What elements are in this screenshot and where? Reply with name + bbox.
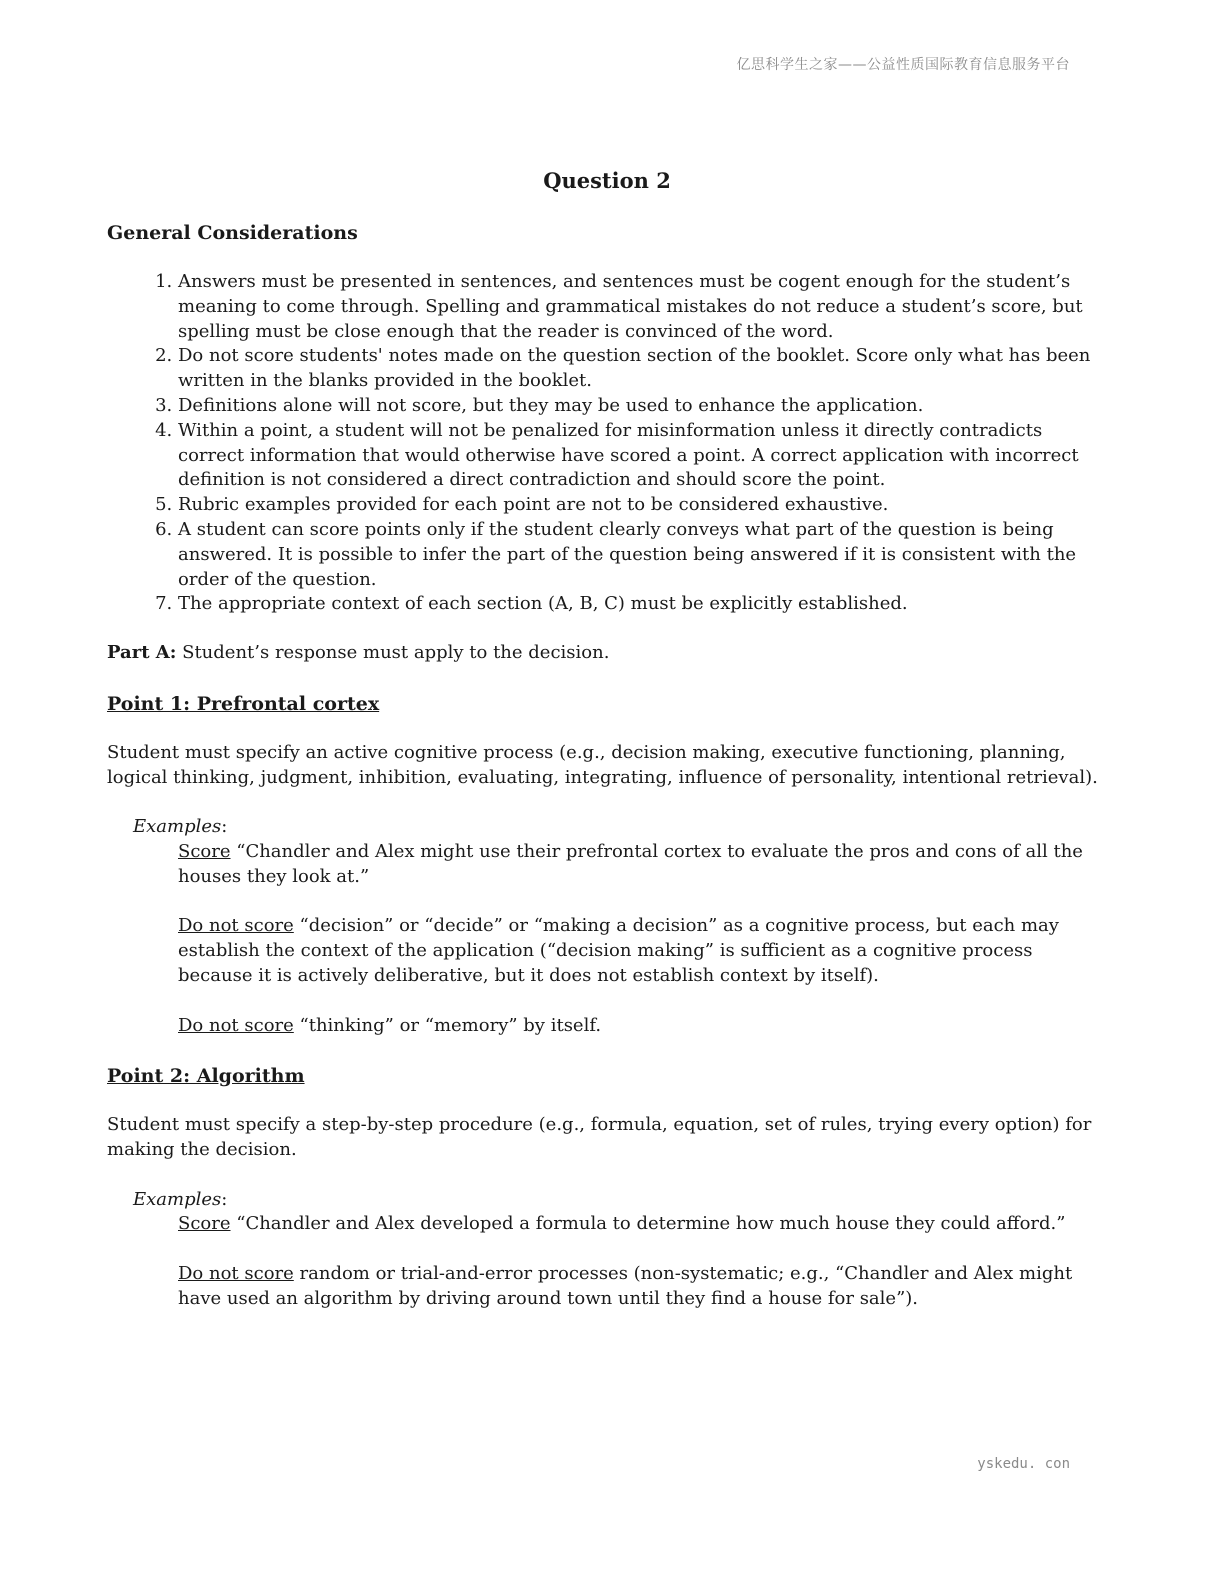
list-item: 6. A student can score points only if the student clearly conveys what part of the question is being answered. It is possible to infer the part of the question being answered if it is consistent with the order of the question. bbox=[178, 518, 1107, 592]
list-item: 1. Answers must be presented in sentences, and sentences must be cogent enough for the student’s meaning to come through. Spelling and grammatical mistakes do not reduce a student’s score, but spelling must be close enough that the reader is convinced of the word. bbox=[178, 270, 1107, 344]
footer-watermark: yskedu. con bbox=[977, 1456, 1070, 1472]
point-2-description: Student must specify a step-by-step procedure (e.g., formula, equation, set of rules, trying every option) for making the decision. bbox=[107, 1114, 1092, 1160]
point-2-example-do-not-score: Do not score random or trial-and-error processes (non-systematic; e.g., “Chandler and Alex might have used an algorithm by driving around town until they find a house for sale”). bbox=[178, 1262, 1073, 1309]
list-item: 4. Within a point, a student will not be penalized for misinformation unless it directly contradicts correct information that would otherwise have scored a point. A correct application with incorrect definition is not considered a direct contradiction and should score the point. bbox=[178, 419, 1107, 493]
point-2-heading: Point 2: Algorithm bbox=[107, 1065, 305, 1088]
list-item: 5. Rubric examples provided for each point are not to be considered exhaustive. bbox=[178, 493, 1107, 518]
part-a-text: Student’s response must apply to the decision. bbox=[176, 642, 610, 664]
point-1-example-do-not-score: Do not score “decision” or “decide” or “making a decision” as a cognitive process, but each may establish the context of the application (“decision making” is sufficient as a cognitive process because it is actively deliberative, but it does not establish context by itself). bbox=[178, 915, 1059, 986]
general-considerations-heading: General Considerations bbox=[107, 222, 358, 244]
do-not-score-label: Do not score bbox=[178, 915, 294, 937]
header-watermark: 亿思科学生之家——公益性质国际教育信息服务平台 bbox=[736, 57, 1070, 73]
list-item: 7. The appropriate context of each section (A, B, C) must be explicitly established. bbox=[178, 592, 1107, 617]
point-1-example-do-not-score-2: Do not score “thinking” or “memory” by itself. bbox=[178, 1014, 602, 1036]
point-2-examples-label: Examples: bbox=[133, 1188, 228, 1210]
list-item: 2. Do not score students' notes made on the question section of the booklet. Score only what has been written in the blanks provided in the booklet. bbox=[178, 344, 1107, 394]
page-title: Question 2 bbox=[543, 168, 671, 193]
point-1-description: Student must specify an active cognitive process (e.g., decision making, executive functioning, planning, logical thinking, judgment, inhibition, evaluating, integrating, influence of personality, intentional retrieval). bbox=[107, 741, 1098, 788]
score-label: Score bbox=[178, 1213, 231, 1235]
point-1-example-score: Score “Chandler and Alex might use their prefrontal cortex to evaluate the pros and cons of all the houses they look at.” bbox=[178, 840, 1083, 887]
list-item: 3. Definitions alone will not score, but they may be used to enhance the application. bbox=[178, 394, 1107, 419]
document-body bbox=[107, 166, 1107, 1336]
point-1-examples-label: Examples: bbox=[133, 816, 228, 838]
point-2-example-score: Score “Chandler and Alex developed a formula to determine how much house they could afford.” bbox=[178, 1213, 1066, 1235]
score-label: Score bbox=[178, 840, 231, 862]
point-1-heading: Point 1: Prefrontal cortex bbox=[107, 692, 380, 715]
part-a-label: Part A: bbox=[107, 642, 177, 664]
do-not-score-label: Do not score bbox=[178, 1014, 294, 1036]
do-not-score-label: Do not score bbox=[178, 1262, 294, 1284]
part-a-paragraph bbox=[107, 641, 1107, 666]
considerations-list bbox=[107, 270, 1107, 617]
